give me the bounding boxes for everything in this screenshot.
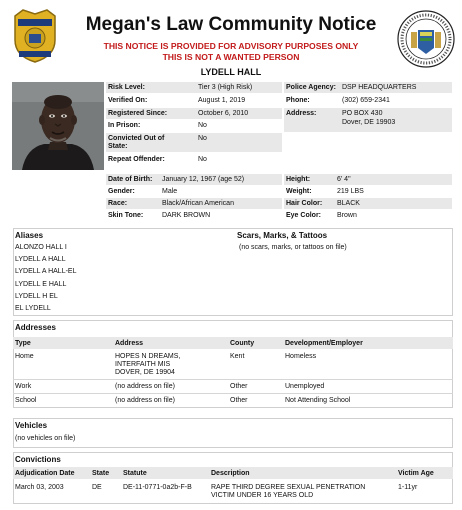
conviction-col-state: State (92, 470, 110, 477)
vehicles-section (13, 418, 453, 448)
address-line: INTERFAITH MIS (115, 361, 171, 368)
address-line: (no address on file) (115, 397, 175, 404)
dob-value: January 12, 1967 (age 52) (162, 176, 245, 183)
aliases-section (13, 228, 453, 316)
conviction-description-2: VICTIM UNDER 16 YEARS OLD (211, 492, 314, 499)
weight-value: 219 LBS (337, 188, 364, 195)
address-employer: Unemployed (285, 383, 325, 390)
police-address-line2: Dover, DE 19903 (342, 119, 396, 126)
address-label: Address: (286, 110, 317, 117)
skin-tone-label: Skin Tone: (108, 212, 144, 219)
aliases-heading: Aliases (15, 231, 44, 240)
address-line: HOPES N DREAMS, (115, 353, 181, 360)
address-county: Other (230, 397, 248, 404)
offender-name: LYDELL HALL (200, 67, 262, 77)
offender-photo (12, 82, 104, 170)
vehicles-value: (no vehicles on file) (15, 435, 76, 442)
conviction-description: RAPE THIRD DEGREE SEXUAL PENETRATION (211, 484, 366, 491)
vehicles-heading: Vehicles (15, 421, 48, 430)
conviction-col-description: Description (211, 470, 250, 477)
address-line: DOVER, DE 19904 (115, 369, 175, 376)
race-value: Black/African American (162, 200, 234, 207)
alias-item: LYDELL H EL (15, 293, 58, 300)
in-prison-value: No (198, 122, 207, 129)
alias-item: LYDELL E HALL (15, 281, 67, 288)
convicted-out-label-2: State: (108, 143, 128, 150)
skin-tone-value: DARK BROWN (162, 212, 211, 219)
conviction-date: March 03, 2003 (15, 484, 64, 491)
alias-item: ALONZO HALL I (15, 244, 67, 251)
race-label: Race: (108, 200, 128, 207)
eye-color-value: Brown (337, 212, 357, 219)
addresses-section (13, 320, 453, 408)
address-col-employer: Development/Employer (285, 340, 363, 347)
conviction-state: DE (92, 484, 102, 491)
conviction-victim-age: 1-11yr (398, 484, 418, 491)
registered-value: October 6, 2010 (198, 110, 249, 117)
verified-label: Verified On: (108, 97, 148, 104)
phone-label: Phone: (286, 97, 310, 104)
conviction-statute: DE-11-0771-0a2b-F-B (123, 484, 192, 491)
conviction-col-date: Adjudication Date (15, 470, 75, 477)
dob-label: Date of Birth: (108, 176, 153, 183)
convicted-out-label: Convicted Out of (108, 135, 165, 142)
hair-color-label: Hair Color: (286, 200, 323, 207)
alias-item: EL LYDELL (15, 305, 51, 312)
address-col-address: Address (115, 340, 144, 347)
police-agency-label: Police Agency: (286, 84, 336, 91)
scars-value: (no scars, marks, or tattoos on file) (239, 244, 347, 251)
phone-value: (302) 659-2341 (342, 97, 390, 104)
address-type: School (15, 397, 37, 404)
height-label: Height: (286, 176, 311, 183)
row-divider (13, 393, 453, 394)
address-line: (no address on file) (115, 383, 175, 390)
police-agency-value: DSP HEADQUARTERS (342, 84, 417, 91)
eye-color-label: Eye Color: (286, 212, 322, 219)
risk-level-label: Risk Level: (108, 84, 145, 91)
row-divider (13, 379, 453, 380)
risk-level-value: Tier 3 (High Risk) (198, 84, 253, 91)
advisory-notice: THIS NOTICE IS PROVIDED FOR ADVISORY PURPOSES ONLY (103, 41, 359, 51)
repeat-offender-label: Repeat Offender: (108, 156, 165, 163)
address-county: Other (230, 383, 248, 390)
conviction-col-statute: Statute (123, 470, 147, 477)
in-prison-label: In Prison: (108, 122, 141, 129)
addresses-heading: Addresses (15, 323, 56, 332)
document-title: Megan's Law Community Notice (85, 14, 377, 35)
address-col-county: County (230, 340, 255, 347)
height-value: 6' 4" (337, 176, 351, 183)
address-county: Kent (230, 353, 245, 360)
address-type: Work (15, 383, 32, 390)
conviction-col-victim-age: Victim Age (398, 470, 434, 477)
police-address-line1: PO BOX 430 (342, 110, 383, 117)
registered-label: Registered Since: (108, 110, 168, 117)
alias-item: LYDELL A HALL (15, 256, 66, 263)
scars-heading: Scars, Marks, & Tattoos (237, 231, 328, 240)
gender-value: Male (162, 188, 178, 195)
address-employer: Homeless (285, 353, 317, 360)
alias-item: LYDELL A HALL-EL (15, 268, 77, 275)
hair-color-value: BLACK (337, 200, 360, 207)
repeat-offender-value: No (198, 156, 207, 163)
verified-value: August 1, 2019 (198, 97, 246, 104)
address-type: Home (15, 353, 34, 360)
gender-label: Gender: (108, 188, 135, 195)
convictions-heading: Convictions (15, 455, 61, 464)
address-col-type: Type (15, 340, 31, 347)
not-wanted-notice: THIS IS NOT A WANTED PERSON (162, 52, 300, 62)
weight-label: Weight: (286, 188, 312, 195)
address-employer: Not Attending School (285, 397, 351, 404)
convicted-out-value: No (198, 135, 207, 142)
